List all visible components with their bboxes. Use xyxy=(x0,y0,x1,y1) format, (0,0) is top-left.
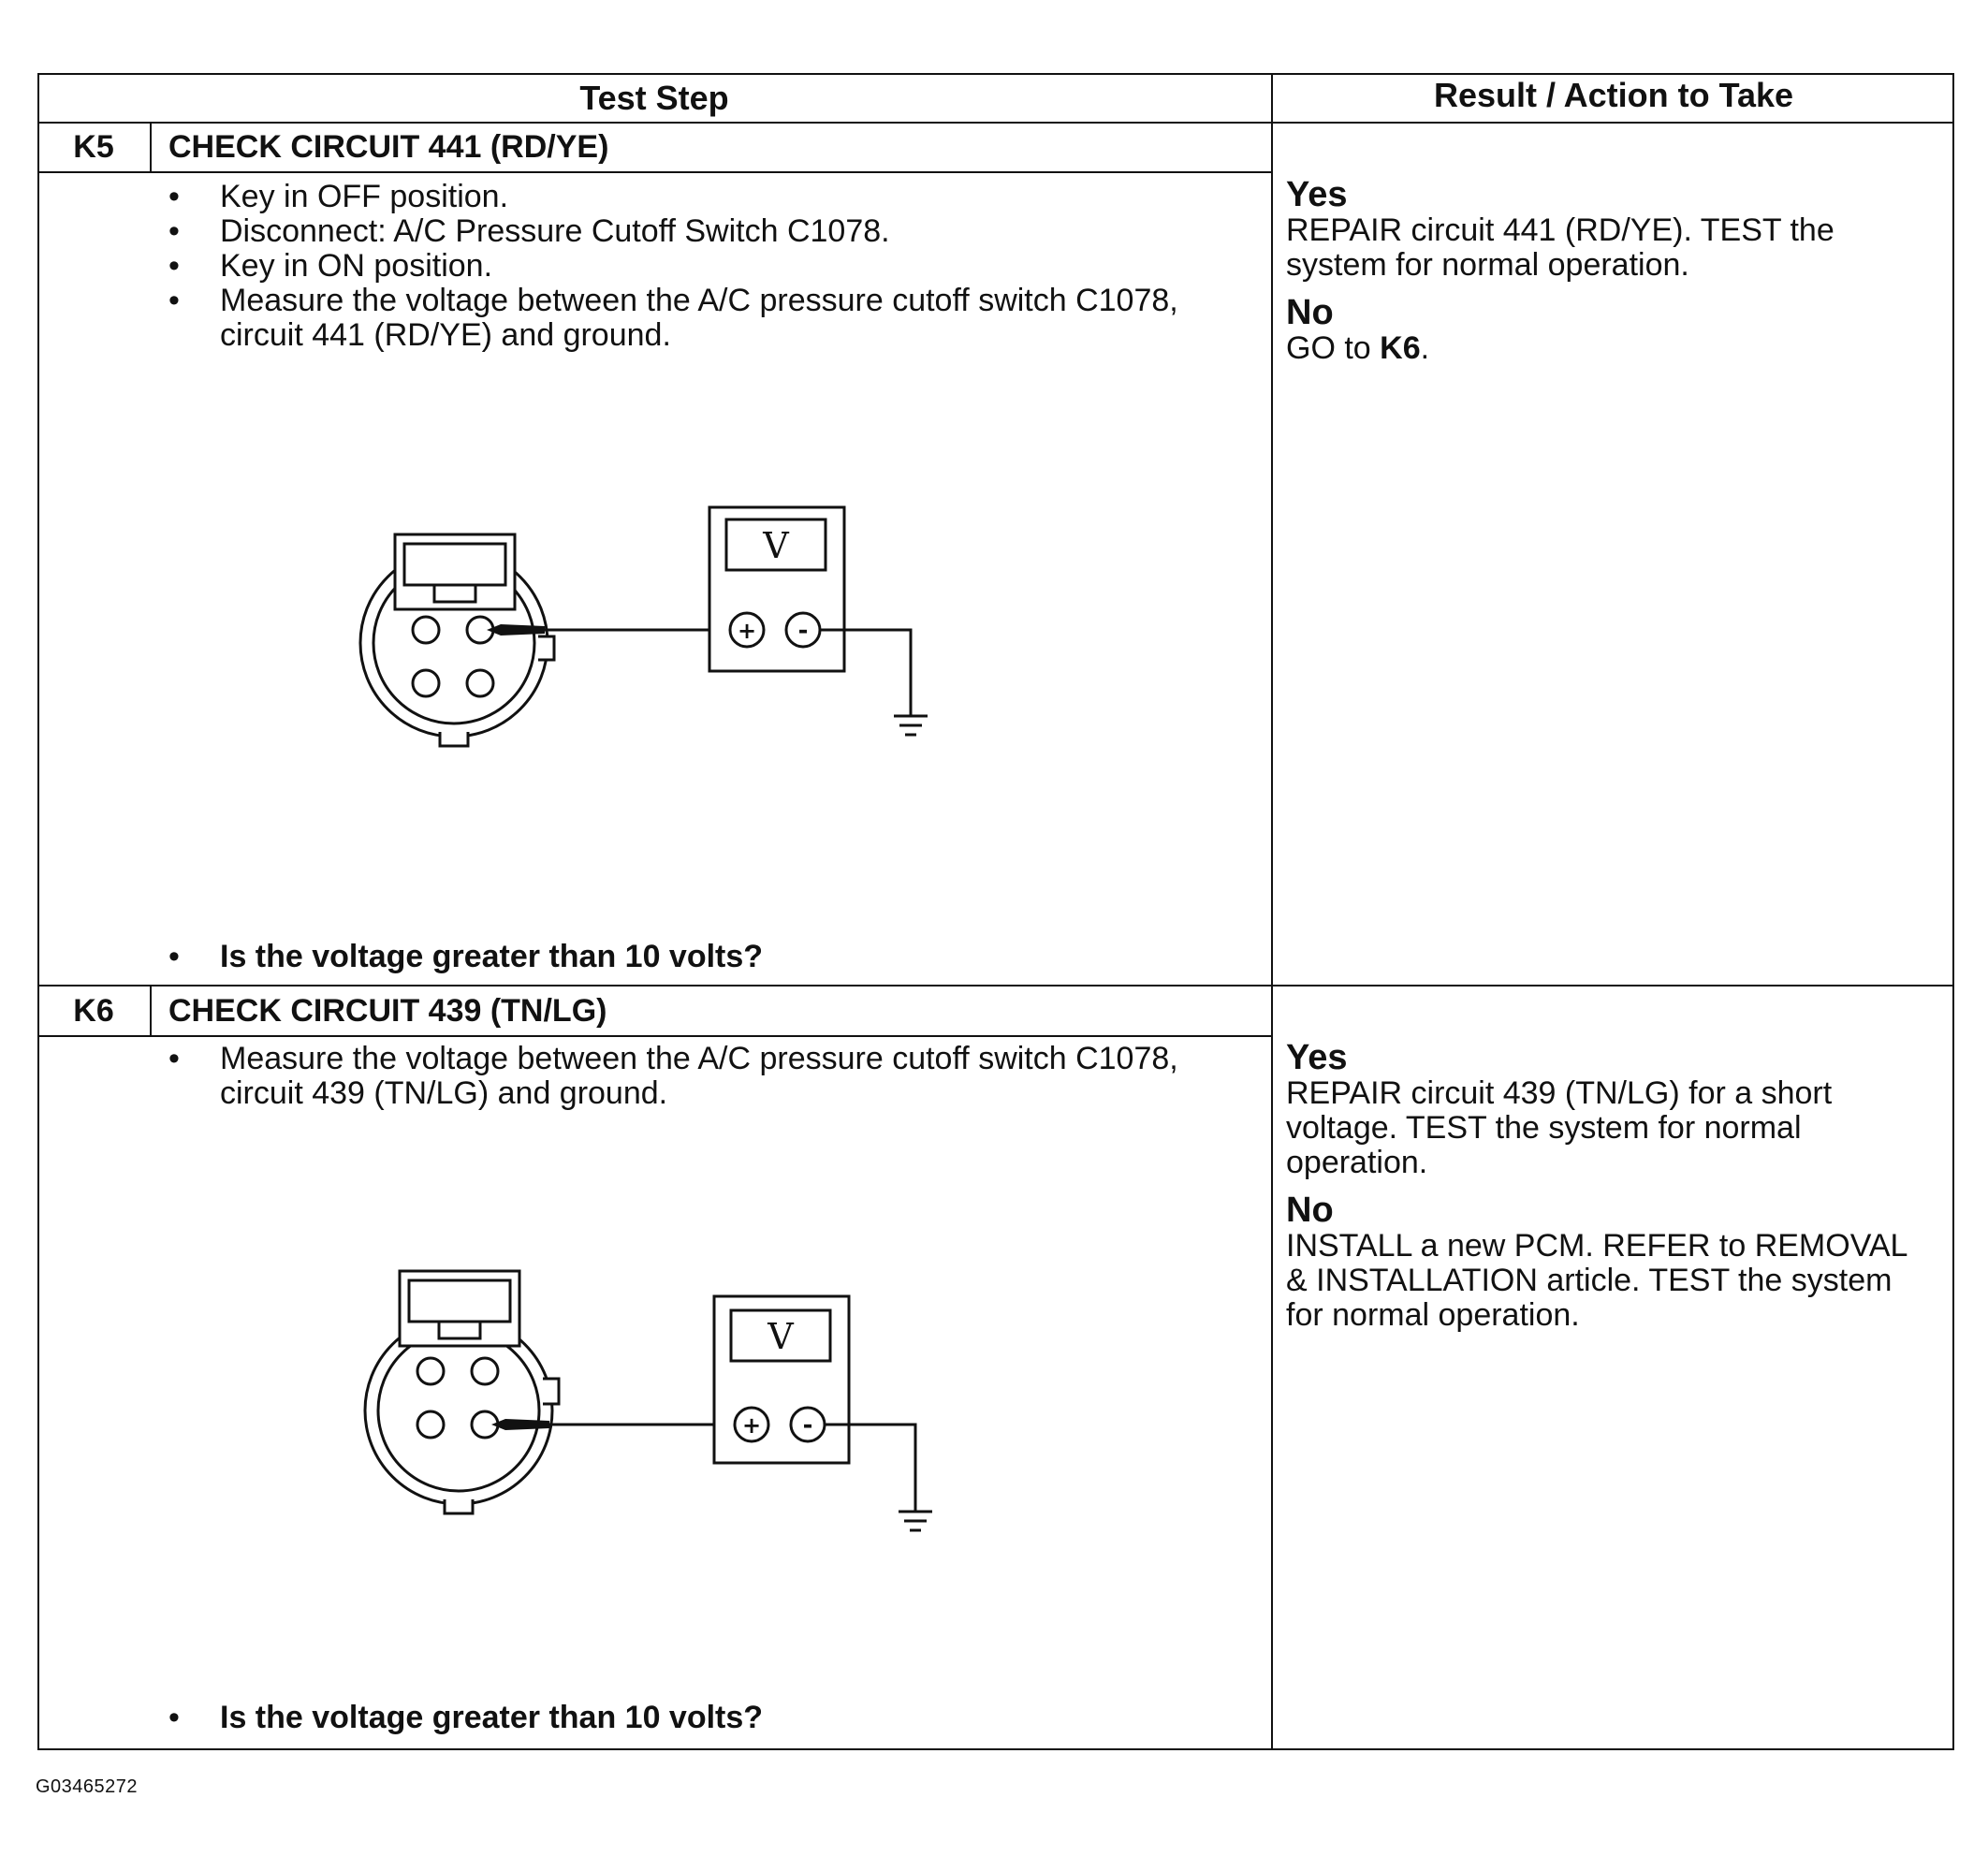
k6-instruction-list xyxy=(168,1042,1226,1111)
k6-voltmeter-diagram xyxy=(351,1268,950,1549)
k6-step-id: K6 xyxy=(73,993,114,1029)
k6-question: • Is the voltage greater than 10 volts? xyxy=(168,1699,763,1736)
k5-step-title: CHECK CIRCUIT 441 (RD/YE) xyxy=(168,129,609,165)
k5-voltmeter-diagram xyxy=(346,501,945,782)
k5-title-divider xyxy=(37,171,1271,173)
pin-icon xyxy=(472,1358,498,1384)
pin-icon xyxy=(417,1411,444,1438)
pin-icon xyxy=(413,617,439,643)
k5-instruction-list xyxy=(168,180,1226,353)
k6-id-divider xyxy=(150,985,152,1036)
k5-step-id: K5 xyxy=(73,129,114,165)
k5-yes-label: Yes xyxy=(1286,175,1348,214)
k6-result xyxy=(1286,1039,1932,1333)
pin-icon xyxy=(467,670,493,696)
k6-instruction: • Measure the voltage between the A/C pressure cutoff switch C1078, circuit 439 (TN/LG) and ground. xyxy=(168,1042,1226,1111)
k5-probe-icon xyxy=(487,624,545,636)
pin-icon xyxy=(413,670,439,696)
k6-connector-icon xyxy=(365,1271,559,1513)
k6-yes-text: REPAIR circuit 439 (TN/LG) for a short voltage. TEST the system for normal operation. xyxy=(1286,1075,1833,1180)
k6-probe-icon xyxy=(491,1419,549,1430)
k5-plus-terminal: + xyxy=(737,618,757,644)
k5-ground-icon xyxy=(894,716,928,735)
k6-step-title: CHECK CIRCUIT 439 (TN/LG) xyxy=(168,993,607,1029)
k5-yes-text: REPAIR circuit 441 (RD/YE). TEST the system for normal operation. xyxy=(1286,212,1835,283)
k5-question: • Is the voltage greater than 10 volts? xyxy=(168,938,763,975)
k5-instruction: • Disconnect: A/C Pressure Cutoff Switch C1078. xyxy=(168,214,1226,249)
k6-meter-label: V xyxy=(767,1316,794,1357)
k6-no-text: INSTALL a new PCM. REFER to REMOVAL & INSTALLATION article. TEST the system for normal operation. xyxy=(1286,1228,1908,1333)
k6-yes-label: Yes xyxy=(1286,1038,1348,1077)
k5-connector-icon xyxy=(360,534,554,746)
k5-instruction: • Key in ON position. xyxy=(168,249,1226,284)
k6-minus-terminal: - xyxy=(802,1411,813,1439)
result-action-header: Result / Action to Take xyxy=(1433,76,1794,114)
test-step-header: Test Step xyxy=(579,79,729,117)
k5-instruction: • Key in OFF position. xyxy=(168,180,1226,214)
k6-ground-icon xyxy=(899,1512,932,1530)
pin-icon xyxy=(417,1358,444,1384)
column-divider xyxy=(1271,73,1273,1750)
k5-no-text: GO to K6. xyxy=(1286,330,1430,366)
k6-title-divider xyxy=(37,1035,1271,1037)
k6-plus-terminal: + xyxy=(741,1412,762,1439)
k5-instruction: • Measure the voltage between the A/C pressure cutoff switch C1078, circuit 441 (RD/YE) and ground. xyxy=(168,284,1226,353)
k5-minus-terminal: - xyxy=(797,617,809,645)
k5-id-divider xyxy=(150,122,152,172)
figure-code: G03465272 xyxy=(36,1776,139,1797)
k6-step-link[interactable]: K6 xyxy=(1380,330,1421,366)
k6-no-label: No xyxy=(1286,1191,1334,1230)
k5-meter-label: V xyxy=(763,525,789,566)
k5-no-label: No xyxy=(1286,293,1334,332)
k5-result xyxy=(1286,176,1932,366)
